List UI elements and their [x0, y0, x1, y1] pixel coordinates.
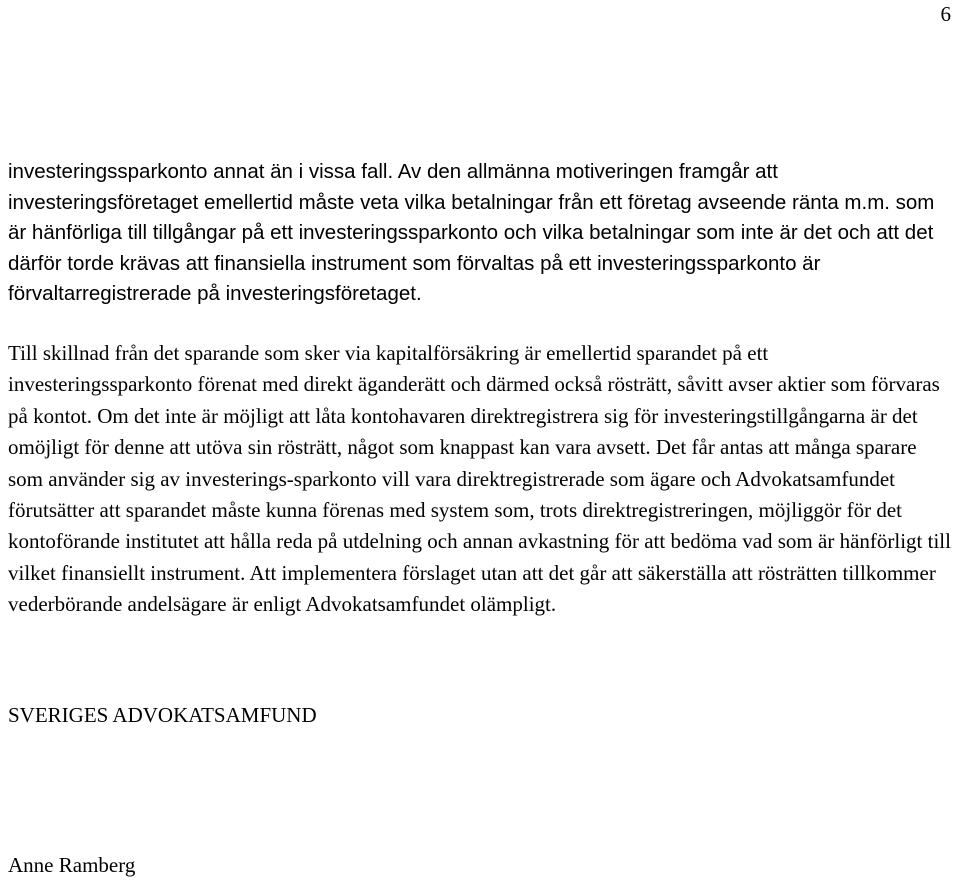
signature-name: Anne Ramberg [8, 853, 136, 877]
body-paragraph-2: Till skillnad från det sparande som sker via kapitalförsäkring är emellertid sparandet på ett investeringssparkonto förenat med direkt äganderätt och därmed också rösträtt, såvitt avser aktier som förvaras på kontot. Om det inte är möjligt att låta kontohavaren direktregistrera sig för investeringstillgångarna är det omöjligt för denne att utöva sin rösträtt, något som knappast kan vara avsett. Det får antas att många sparare som använder sig av investerings-sparkonto vill vara direktregistrerade som ägare och Advokatsamfundet förutsätter att sparandet måste kunna förenas med system som, trots direktregistreringen, möjliggör för det kontoförande institutet att hålla reda på utdelning och annan avkastning för att bedöma vad som är hänförligt till vilket finansiellt instrument. Att implementera förslaget utan att det går att säkerställa att rösträtten tillkommer vederbörande andelsägare är enligt Advokatsamfundet olämpligt. [8, 341, 951, 617]
page-number: 6 [940, 2, 951, 26]
body-paragraph-1: investeringssparkonto annat än i vissa fall. Av den allmänna motiveringen framgår att investeringsföretaget emellertid måste veta vilka betalningar från ett företag avseende ränta m.m. som är hänförliga till tillgångar på ett investeringssparkonto och vilka betalningar som inte är det och att det därför torde krävas att finansiella instrument som förvaltas på ett investeringssparkonto är förvaltarregistrerade på investeringsföretaget. [8, 160, 935, 305]
signature-organization: SVERIGES ADVOKATSAMFUND [8, 703, 317, 727]
